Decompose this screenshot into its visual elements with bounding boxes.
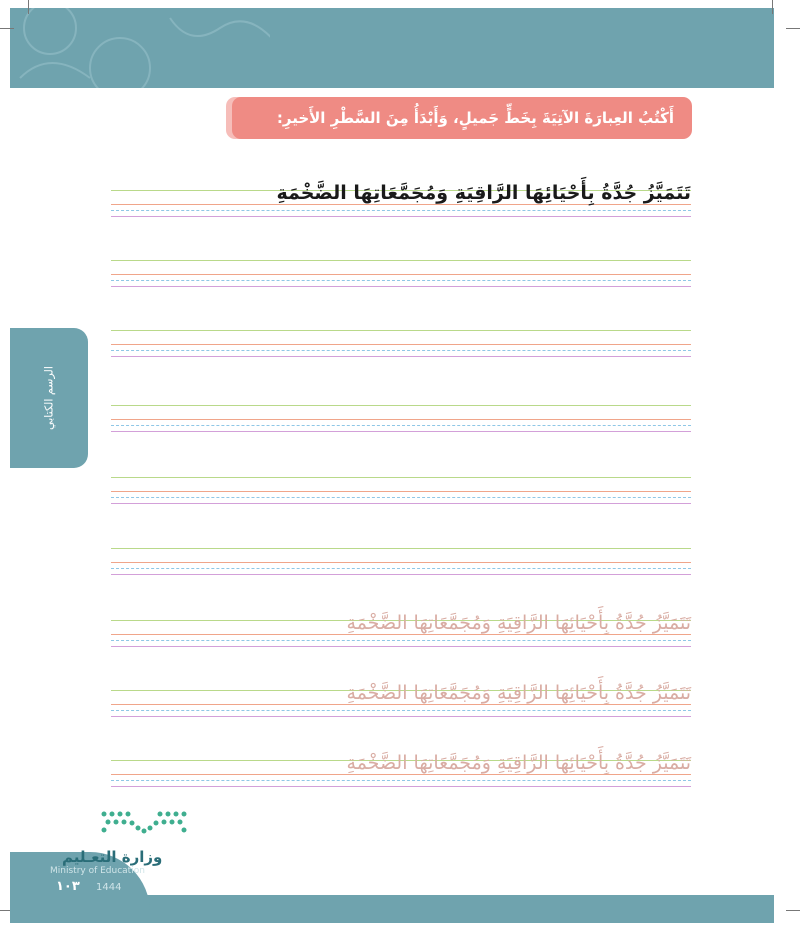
- blank-writing-line[interactable]: [111, 395, 691, 435]
- page-number: ١٠٣: [56, 879, 80, 894]
- section-side-tab: [10, 328, 88, 468]
- crop-mark: [0, 28, 14, 29]
- instruction-text: أَكْتُبُ العِبارَةَ الآتِيَةَ بِخَطٍّ جَميلٍ، وَأَبْدَأُ مِنَ السَّطْرِ الأَخيرِ:: [276, 109, 674, 127]
- edition-year: 1444: [96, 882, 122, 893]
- trace-sentence: تَتَمَيَّزُ جُدَّةُ بِأَحْيَائِهَا الرَّاقِيَةِ وَمُجَمَّعَاتِهَا الضَّخْمَةِ: [346, 752, 691, 774]
- trace-line[interactable]: [111, 680, 691, 720]
- handwriting-area: [111, 180, 691, 800]
- side-tab-label: الرسم الكتابي: [42, 366, 56, 430]
- crop-mark: [28, 0, 29, 14]
- trace-sentence: تَتَمَيَّزُ جُدَّةُ بِأَحْيَائِهَا الرَّاقِيَةِ وَمُجَمَّعَاتِهَا الضَّخْمَةِ: [346, 612, 691, 634]
- crop-mark: [786, 910, 800, 911]
- arabesque-pattern-icon: [10, 8, 270, 88]
- blank-writing-line[interactable]: [111, 320, 691, 360]
- crop-mark: [786, 28, 800, 29]
- trace-line[interactable]: [111, 750, 691, 790]
- ministry-name-en: Ministry of Education: [50, 866, 145, 876]
- model-line: [111, 180, 691, 220]
- trace-line[interactable]: [111, 610, 691, 650]
- blank-writing-line[interactable]: [111, 538, 691, 578]
- instruction-banner: [232, 97, 692, 139]
- ministry-logo-icon: [98, 808, 190, 838]
- ministry-name-ar: وزارة التعـليم: [62, 848, 163, 866]
- trace-sentence: تَتَمَيَّزُ جُدَّةُ بِأَحْيَائِهَا الرَّاقِيَةِ وَمُجَمَّعَاتِهَا الضَّخْمَةِ: [346, 682, 691, 704]
- blank-writing-line[interactable]: [111, 467, 691, 507]
- top-decorative-band: [10, 8, 774, 88]
- blank-writing-line[interactable]: [111, 250, 691, 290]
- crop-mark: [772, 0, 773, 14]
- model-sentence: تَتَمَيَّزُ جُدَّةُ بِأَحْيَائِهَا الرَّاقِيَةِ وَمُجَمَّعَاتِهَا الضَّخْمَةِ: [276, 182, 691, 204]
